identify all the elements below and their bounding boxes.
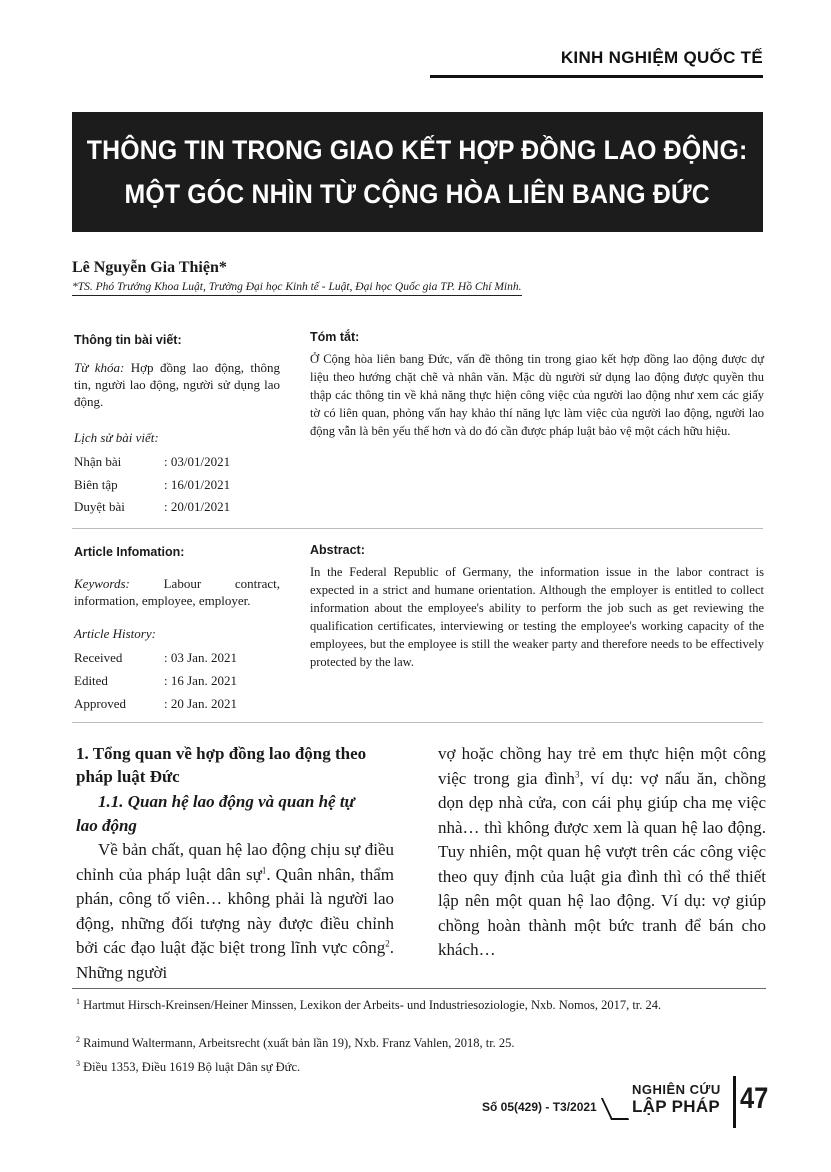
en-history-row [74, 673, 237, 689]
footnote-number: 2 [76, 1034, 80, 1044]
history-label: Received [74, 650, 123, 665]
footnote-ref: 1 [261, 864, 267, 875]
history-label: Nhận bài [74, 454, 122, 469]
body-column-left [76, 738, 394, 985]
footnote-divider [72, 988, 766, 989]
vi-history-row [74, 477, 230, 493]
history-date: : 03 Jan. 2021 [164, 650, 237, 665]
history-date: : 16/01/2021 [164, 477, 231, 492]
author-affiliation: *TS. Phó Trưởng Khoa Luật, Trường Đại học Kinh tế - Luật, Đại học Quốc gia TP. Hồ Chí Minh. [72, 281, 522, 296]
vi-abstract-text: Ở Cộng hòa liên bang Đức, vấn đề thông tin trong giao kết hợp đồng lao động được dự liệu theo hướng chặt chẽ và nhân văn. Mặc dù người sử dụng lao động được quyền thu thập các thông tin về khả năng thực hiện công việc của người lao động như xem các giấy tờ có liên quan, phỏng vấn hay khảo thí năng lực làm việc của người lao động, người lao động vẫn là bên yếu thế hơn và do đó cần được pháp luật bảo vệ một cách hữu hiệu. [310, 352, 764, 438]
subsection-heading-line-2: lao động [76, 816, 137, 835]
history-label: Duyệt bài [74, 499, 125, 514]
article-title-line-1: THÔNG TIN TRONG GIAO KẾT HỢP ĐỒNG LAO ĐỘNG: [87, 135, 748, 165]
article-title-banner [72, 112, 763, 232]
footnote-text: Hartmut Hirsch-Kreinsen/Heiner Minssen, Lexikon der Arbeits- und Industriesoziologie, Nxb. Nomos, 2017, tr. 24. [80, 998, 662, 1012]
footnote [76, 1058, 768, 1076]
history-label: Edited [74, 673, 108, 688]
history-label: Biên tập [74, 477, 118, 492]
history-date: : 03/01/2021 [164, 454, 231, 469]
en-info-heading: Article Infomation: [74, 545, 185, 559]
footnote-text: Raimund Waltermann, Arbeitsrecht (xuất bản lần 19), Nxb. Franz Vahlen, 2018, tr. 25. [80, 1036, 515, 1050]
journal-logo-mark [601, 1098, 629, 1120]
section-separator [72, 528, 763, 529]
section-separator [72, 722, 763, 723]
body-text: vợ hoặc chồng hay trẻ em thực hiện một công việc trong gia đình [438, 744, 766, 788]
footnote-ref: 2 [385, 938, 390, 949]
author-name: Lê Nguyễn Gia Thiện* [72, 259, 227, 276]
subsection-heading [76, 790, 394, 838]
body-text: , ví dụ: vợ nấu ăn, chồng dọn dẹp nhà cửa, con cái phụ giúp cha mẹ việc nhà… thì không được xem là quan hệ lao động. Tuy nhiên, một quan hệ vượt trên các công việc theo quy định của luật gia đình thì có thể thiết lập nên một quan hệ lao động. Ví dụ: vợ giúp chồng hoàn thành một bức tranh để bán cho khách… [438, 768, 766, 959]
vi-history-heading: Lịch sử bài viết: [74, 430, 159, 445]
issue-number: Số 05(429) - T3/2021 [482, 1100, 597, 1114]
section-label: KINH NGHIỆM QUỐC TẾ [560, 48, 763, 67]
vi-abstract-heading: Tóm tắt: [310, 330, 360, 344]
vi-history-row [74, 454, 230, 470]
en-history-heading: Article History: [74, 626, 156, 641]
body-paragraph [76, 838, 394, 985]
vi-info-heading: Thông tin bài viết: [74, 333, 182, 347]
en-keywords-label: Keywords: [74, 576, 130, 591]
body-column-right [438, 742, 766, 963]
body-paragraph [438, 742, 766, 963]
history-date: : 20 Jan. 2021 [164, 696, 237, 711]
body-text: Về bản chất, quan hệ lao động chịu sự điều chỉnh của pháp luật dân sự [76, 840, 394, 884]
en-keywords [74, 575, 280, 609]
body-text: . Những người [76, 938, 394, 982]
footnote [76, 996, 768, 1014]
en-abstract-text: In the Federal Republic of Germany, the information issue in the labor contract is expected in a strict and humane orientation. Although the employer is entitled to collect information about the employee's ability to perform the job such as get reviewing the qualification certificates, interviewing or testing the employee's working capacity of the employees, but the employee is still the weaker party and therefore needs to be effectively protected by the law. [310, 565, 764, 669]
footnote-text: Điều 1353, Điều 1619 Bộ luật Dân sự Đức. [80, 1060, 301, 1074]
journal-name-top: NGHIÊN CỨU [632, 1082, 721, 1097]
footnote-number: 1 [76, 996, 80, 1006]
journal-name-bottom: LẬP PHÁP [632, 1097, 721, 1116]
article-title-line-2: MỘT GÓC NHÌN TỪ CỘNG HÒA LIÊN BANG ĐỨC [124, 179, 711, 209]
footer-divider [733, 1076, 736, 1128]
vi-keywords-text: Hợp đồng lao động, thông tin, người lao động, người sử dụng lao động. [74, 360, 281, 409]
subsection-heading-line-1: 1.1. Quan hệ lao động và quan hệ tự [98, 792, 355, 811]
en-history-row [74, 650, 237, 666]
section-heading: 1. Tổng quan về hợp đồng lao động theo pháp luật Đức [76, 744, 367, 786]
history-label: Approved [74, 696, 126, 711]
en-abstract-heading: Abstract: [310, 543, 365, 557]
history-date: : 20/01/2021 [164, 499, 231, 514]
body-text: . Quân nhân, thẩm phán, công tố viên… không phải là người lao động, những đối tượng này được điều chỉnh bởi các đạo luật đặc biệt trong lĩnh vực công [76, 864, 394, 957]
vi-history-row [74, 499, 230, 515]
en-history-row [74, 696, 237, 712]
footnote-number: 3 [76, 1058, 80, 1068]
history-date: : 16 Jan. 2021 [164, 673, 237, 688]
footnote [76, 1034, 768, 1052]
section-divider [430, 75, 763, 78]
en-keywords-text: Labour contract, information, employee, employer. [74, 576, 280, 608]
vi-keywords [74, 359, 280, 410]
vi-keywords-label: Từ khóa: [74, 360, 125, 375]
page-number: 47 [740, 1082, 769, 1115]
footnote-ref: 3 [574, 768, 580, 779]
